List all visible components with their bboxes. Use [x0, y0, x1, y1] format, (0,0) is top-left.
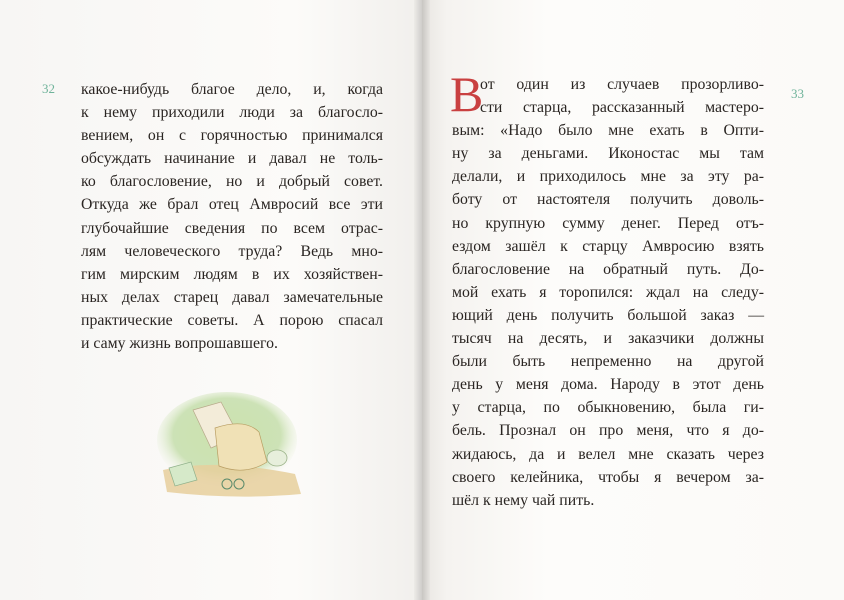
- text-line: ездом зашёл к старцу Амвросию взять: [452, 237, 764, 255]
- text-line: к нему приходили люди за благосло-: [81, 104, 383, 122]
- text-line: шёл к нему чай пить.: [452, 491, 595, 509]
- drop-cap: В: [450, 66, 484, 122]
- illustration: [155, 388, 305, 508]
- text-line: вением, он с горячностью принимался: [81, 127, 383, 145]
- text-line: от один из случаев прозорливо-: [480, 76, 764, 93]
- text-line: бель. Прознал он про меня, что я до-: [452, 422, 764, 440]
- text-line: своего келейника, чтобы я вечером за-: [452, 468, 764, 486]
- text-line: ну за деньгами. Иконостас мы там: [452, 145, 764, 163]
- text-line: благословение на обратный путь. До-: [452, 260, 764, 278]
- text-line: сти старца, рассказанный мастеро-: [480, 99, 764, 117]
- text-line: мой ехать я торопился: ждал на следу-: [452, 283, 764, 301]
- cup: [267, 450, 287, 466]
- book-gutter: [414, 0, 430, 600]
- text-line: жидаюсь, да и велел мне сказать через: [452, 445, 764, 463]
- text-line: глубочайшие сведения по всем отрас-: [81, 219, 383, 237]
- text-line: Откуда же брал отец Амвросий все эти: [81, 196, 383, 214]
- left-page-number: 32: [42, 81, 55, 96]
- text-line: делали, и приходилось мне за эту ра-: [452, 168, 764, 186]
- text-line: у старца, по обыкновению, была ги-: [452, 399, 764, 417]
- text-line: тысяч на десять, и заказчики должны: [452, 330, 764, 348]
- text-line: день у меня дома. Народу в этот день: [452, 376, 764, 394]
- text-line: но крупную сумму денег. Перед отъ-: [452, 214, 764, 232]
- text-line: ных делах старец давал замечательные: [81, 288, 383, 306]
- text-line: какое-нибудь благое дело, и, когда: [81, 81, 383, 98]
- text-line: лям человеческого труда? Ведь мно-: [81, 242, 383, 260]
- text-line: обсуждать начинание и давал не толь-: [81, 150, 383, 168]
- text-line: гим мирским людям в их хозяйствен-: [81, 265, 383, 283]
- left-page-text: [81, 78, 383, 355]
- text-line: ющий день получить большой заказ —: [452, 306, 764, 324]
- text-line: практические советы. А порою спасал: [81, 311, 383, 329]
- text-line: ко благословение, но и добрый совет.: [81, 173, 383, 191]
- text-line: вым: «Надо было мне ехать в Опти-: [452, 122, 764, 140]
- right-page-text: [452, 73, 764, 512]
- text-line: боту от настоятеля получить доволь-: [452, 191, 764, 209]
- text-line: и саму жизнь вопрошавшего.: [81, 335, 278, 353]
- text-line: были быть непременно на другой: [452, 353, 764, 371]
- right-page-number: 33: [791, 86, 804, 101]
